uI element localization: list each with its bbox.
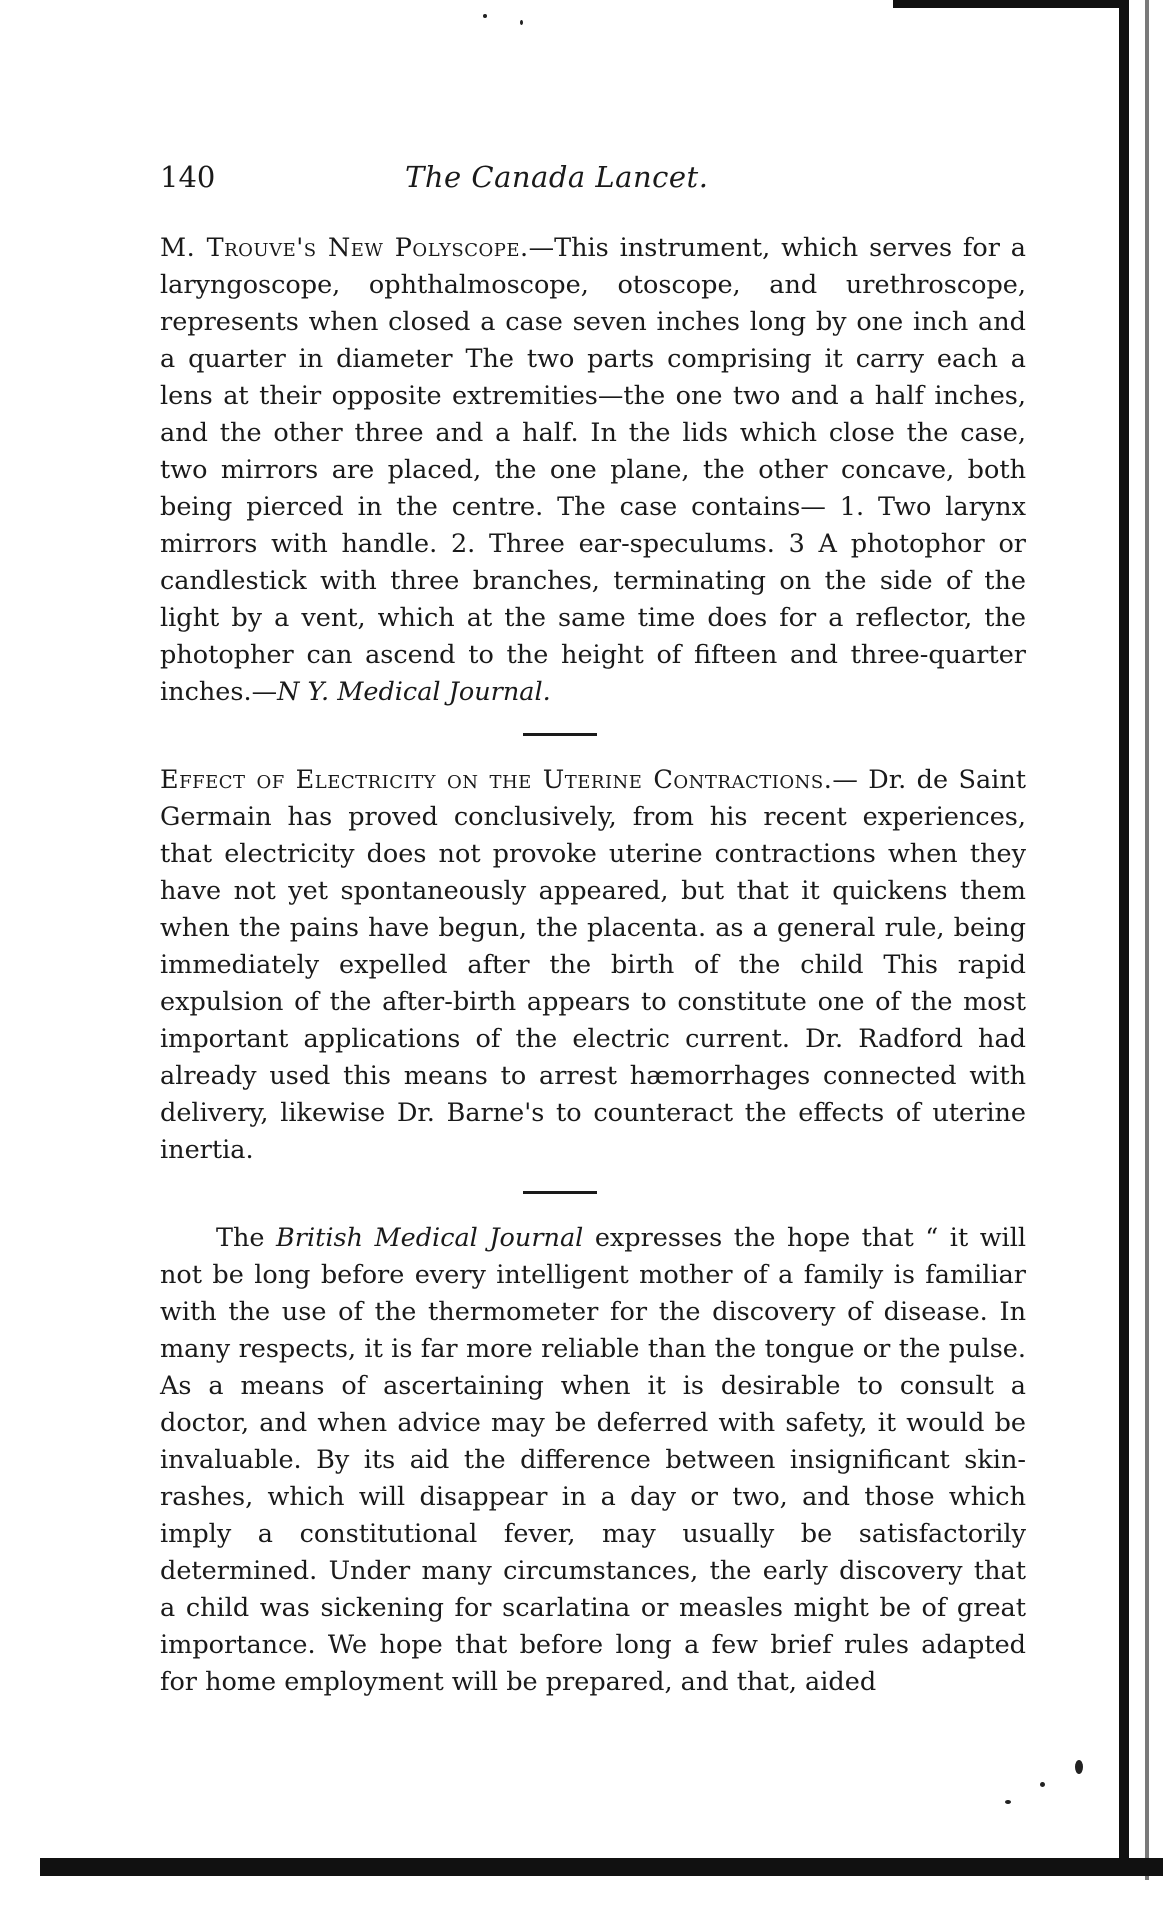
page: [160, 160, 1026, 1701]
scan-edge-right-outer: [1145, 0, 1149, 1880]
article-intro: The: [216, 1223, 265, 1253]
page-number: 140: [160, 160, 216, 194]
scan-edge-bottom: [40, 1858, 1163, 1876]
article-paragraph: [160, 762, 1026, 1169]
article-paragraph: [160, 230, 1026, 711]
scan-edge-top: [893, 0, 1123, 8]
article-body: expresses the hope that “ it will not be long before every intelligent mother of a family is familiar with the use of the thermometer for the discovery of disease. In many respects, it is far more reliable than the tongue or the pulse. As a means of ascertaining when it is desirable to consult a doctor, and when advice may be deferred with safety, it would be invaluable. By its aid the difference between insignificant skin-rashes, which will disappear in a day or two, and those which imply a constitutional fever, may usually be satisfactorily determined. Under many circumstances, the early discovery that a child was sickening for scarlatina or measles might be of great importance. We hope that before long a few brief rules adapted for home employment will be prepared, and that, aided: [160, 1223, 1027, 1697]
scan-speck: [483, 14, 487, 18]
article-heading: M. Trouve's New Polyscope.: [160, 233, 529, 263]
running-head: [160, 160, 1026, 212]
article-paragraph: [160, 1220, 1026, 1701]
scan-edge-right: [1119, 0, 1129, 1860]
article-polyscope: [160, 230, 1026, 711]
article-electricity: [160, 762, 1026, 1169]
article-thermometer: [160, 1220, 1026, 1701]
section-divider: [523, 733, 597, 736]
scan-speck: [1005, 1800, 1011, 1804]
article-body: Dr. de Saint Germain has proved conclusively, from his recent experiences, that electricity does not provoke uterine contractions when they have not yet spontaneously appeared, but that it quickens them when the pains have begun, the placenta. as a general rule, being immediately expelled after the birth of the child This rapid expulsion of the after-birth appears to constitute one of the most important applications of the electric current. Dr. Radford had already used this means to arrest hæmorrhages connected with delivery, likewise Dr. Barne's to counteract the effects of uterine inertia.: [160, 765, 1027, 1165]
article-heading: Effect of Electricity on the Uterine Contractions.: [160, 765, 833, 795]
journal-title: The Canada Lancet.: [405, 160, 709, 194]
scan-speck: [520, 20, 523, 25]
article-source: N Y. Medical Journal.: [277, 677, 551, 707]
heading-dash: —: [528, 233, 555, 263]
scan-speck: [1075, 1760, 1083, 1774]
scan-speck: [1040, 1782, 1045, 1787]
article-body: This instrument, which serves for a laryngoscope, ophthalmoscope, otoscope, and urethroscope, represents when closed a case seven inches long by one inch and a quarter in diameter The two parts comprising it carry each a lens at their opposite extremities—the one two and a half inches, and the other three and a half. In the lids which close the case, two mirrors are placed, the one plane, the other concave, both being pierced in the centre. The case contains— 1. Two larynx mirrors with handle. 2. Three ear-speculums. 3 A photophor or candlestick with three branches, terminating on the side of the light by a vent, which at the same time does for a reflector, the photopher can ascend to the height of fifteen and three-quarter inches.—: [160, 233, 1026, 707]
article-source: British Medical Journal: [276, 1223, 584, 1253]
section-divider: [523, 1191, 597, 1194]
heading-dash: —: [832, 765, 858, 795]
